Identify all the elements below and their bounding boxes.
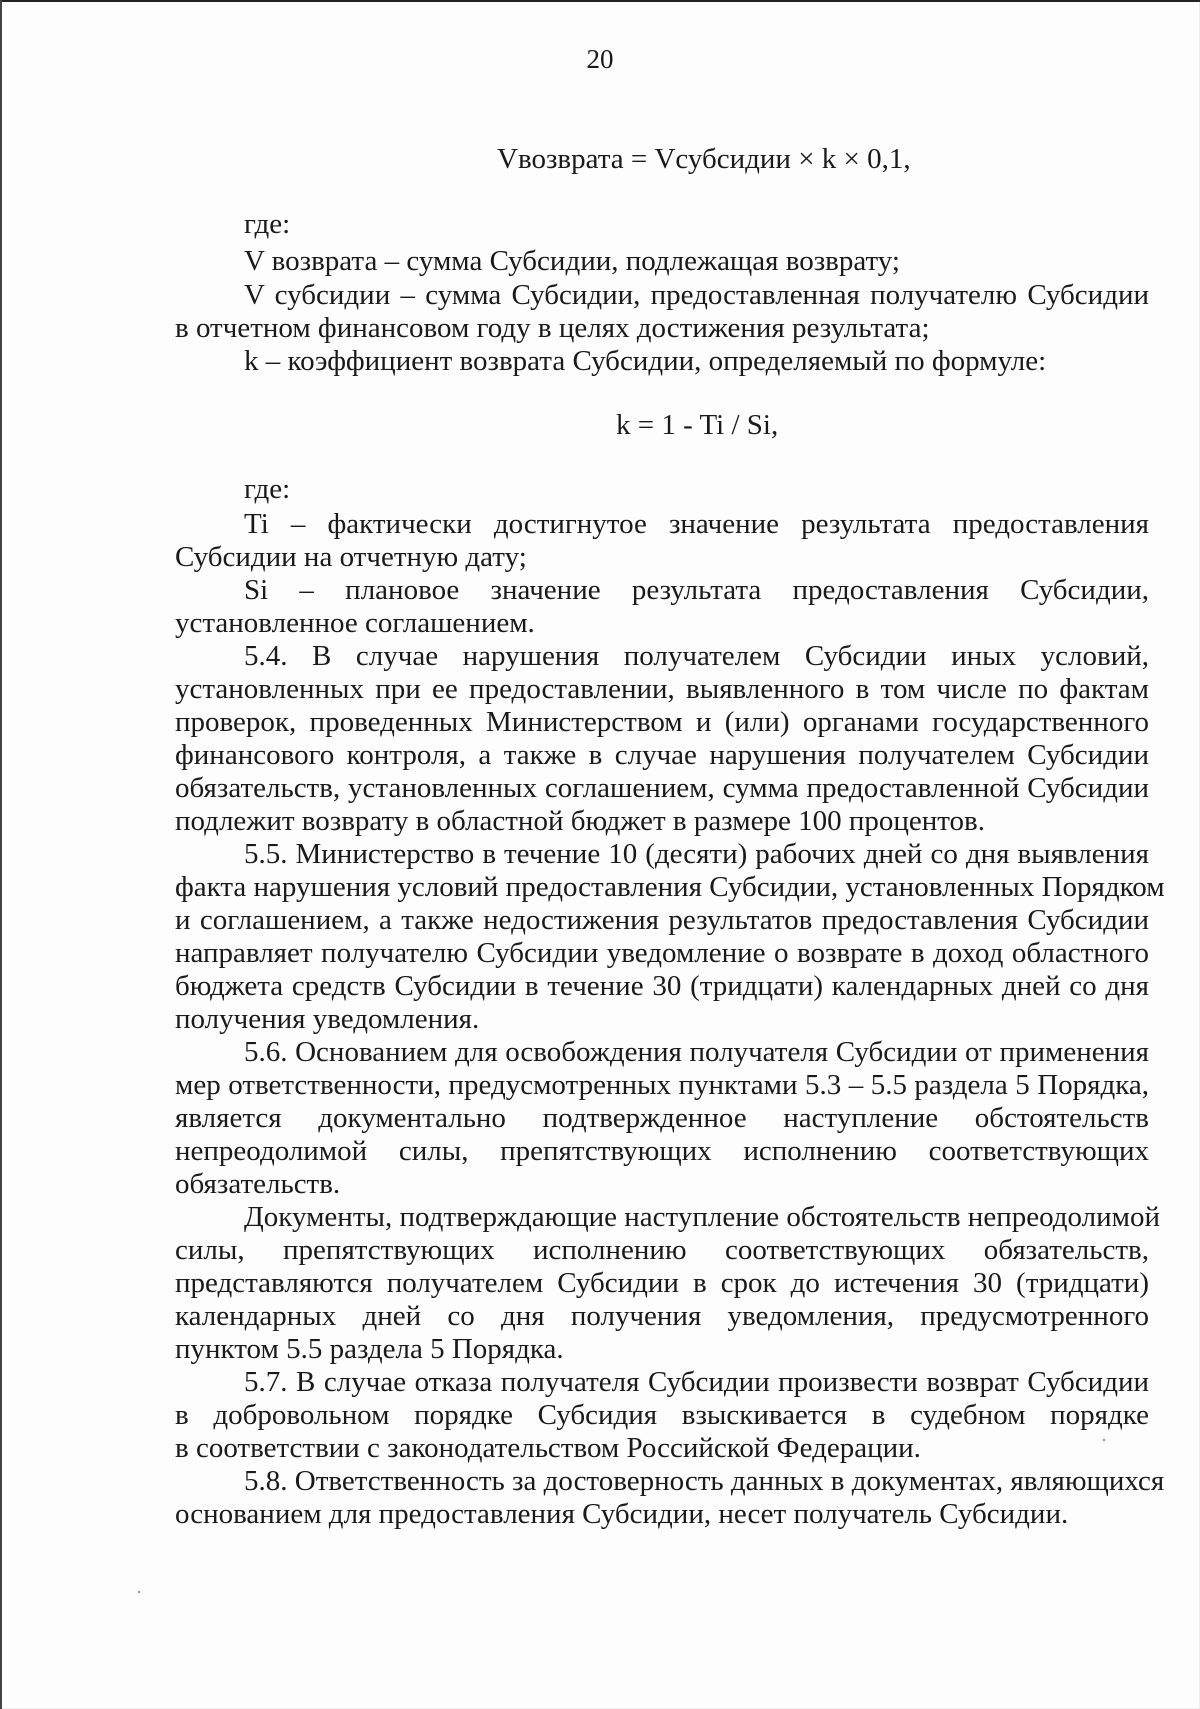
paragraph-5-6-line-3: является документально подтвержденное наступление обстоятельств — [175, 1102, 1149, 1134]
paragraph-5-8-line-1: 5.8. Ответственность за достоверность данных в документах, являющихся — [244, 1465, 1165, 1497]
paragraph-5-4-line-4: финансового контроля, а также в случае нарушения получателем Субсидии — [175, 739, 1149, 771]
paragraph-5-4-line-6: подлежит возврату в областной бюджет в размере 100 процентов. — [175, 805, 985, 837]
formula-return-amount: Vвозврата = Vсубсидии × k × 0,1, — [497, 143, 911, 175]
scan-top-edge — [0, 0, 1200, 2]
where-label: где: — [244, 208, 291, 240]
paragraph-5-4-line-1: 5.4. В случае нарушения получателем Субсидии иных условий, — [244, 640, 1149, 672]
paragraph-5-6-line-5: обязательств. — [175, 1168, 341, 1200]
page-number: 20 — [586, 44, 614, 74]
definition-k: k – коэффициент возврата Субсидии, определяемый по формуле: — [244, 345, 1047, 377]
paragraph-documents-line-3: представляются получателем Субсидии в срок до истечения 30 (тридцати) — [175, 1267, 1149, 1299]
definition-v-return: V возврата – сумма Субсидии, подлежащая возврату; — [244, 245, 900, 277]
paragraph-5-5-line-5: бюджета средств Субсидии в течение 30 (тридцати) календарных дней со дня — [175, 970, 1149, 1002]
paragraph-5-7-line-3: в соответствии с законодательством Российской Федерации. — [175, 1432, 921, 1464]
paragraph-5-4-line-3: проверок, проведенных Министерством и (или) органами государственного — [175, 706, 1149, 738]
paragraph-5-5-line-4: направляет получателю Субсидии уведомление о возврате в доход областного — [175, 937, 1149, 969]
scan-speck — [1103, 1439, 1105, 1441]
paragraph-5-5-line-6: получения уведомления. — [175, 1003, 480, 1035]
where-label: где: — [244, 473, 291, 505]
paragraph-documents-line-5: пунктом 5.5 раздела 5 Порядка. — [175, 1333, 564, 1365]
definition-ti-line-1: Ti – фактически достигнутое значение результата предоставления — [244, 508, 1149, 540]
paragraph-5-8-line-2: основанием для предоставления Субсидии, несет получатель Субсидии. — [175, 1498, 1069, 1530]
definition-v-subsidy-line-2: в отчетном финансовом году в целях достижения результата; — [175, 312, 930, 344]
definition-ti-line-2: Субсидии на отчетную дату; — [175, 541, 527, 573]
paragraph-5-7-line-2: в добровольном порядке Субсидия взыскивается в судебном порядке — [175, 1399, 1149, 1431]
scan-speck — [138, 1591, 140, 1593]
definition-si-line-1: Si – плановое значение результата предоставления Субсидии, — [244, 574, 1149, 606]
paragraph-5-5-line-3: и соглашением, а также недостижения результатов предоставления Субсидии — [175, 904, 1149, 936]
paragraph-5-4-line-5: обязательств, установленных соглашением, сумма предоставленной Субсидии — [175, 772, 1149, 804]
paragraph-5-5-line-2: факта нарушения условий предоставления Субсидии, установленных Порядком — [175, 871, 1165, 903]
formula-coefficient: k = 1 - Ti / Si, — [616, 409, 779, 441]
paragraph-5-5-line-1: 5.5. Министерство в течение 10 (десяти) рабочих дней со дня выявления — [244, 838, 1149, 870]
paragraph-5-6-line-1: 5.6. Основанием для освобождения получателя Субсидии от применения — [244, 1036, 1149, 1068]
paragraph-5-4-line-2: установленных при ее предоставлении, выявленного в том числе по фактам — [175, 673, 1149, 705]
paragraph-documents-line-2: силы, препятствующих исполнению соответствующих обязательств, — [175, 1234, 1149, 1266]
scan-left-edge — [0, 0, 2, 1709]
paragraph-5-7-line-1: 5.7. В случае отказа получателя Субсидии произвести возврат Субсидии — [244, 1366, 1149, 1398]
paragraph-5-6-line-4: непреодолимой силы, препятствующих исполнению соответствующих — [175, 1135, 1149, 1167]
definition-v-subsidy-line-1: V субсидии – сумма Субсидии, предоставленная получателю Субсидии — [244, 279, 1149, 311]
paragraph-documents-line-1: Документы, подтверждающие наступление обстоятельств непреодолимой — [244, 1201, 1160, 1233]
paragraph-documents-line-4: календарных дней со дня получения уведомления, предусмотренного — [175, 1300, 1149, 1332]
paragraph-5-6-line-2: мер ответственности, предусмотренных пунктами 5.3 – 5.5 раздела 5 Порядка, — [175, 1069, 1149, 1101]
definition-si-line-2: установленное соглашением. — [175, 607, 535, 639]
